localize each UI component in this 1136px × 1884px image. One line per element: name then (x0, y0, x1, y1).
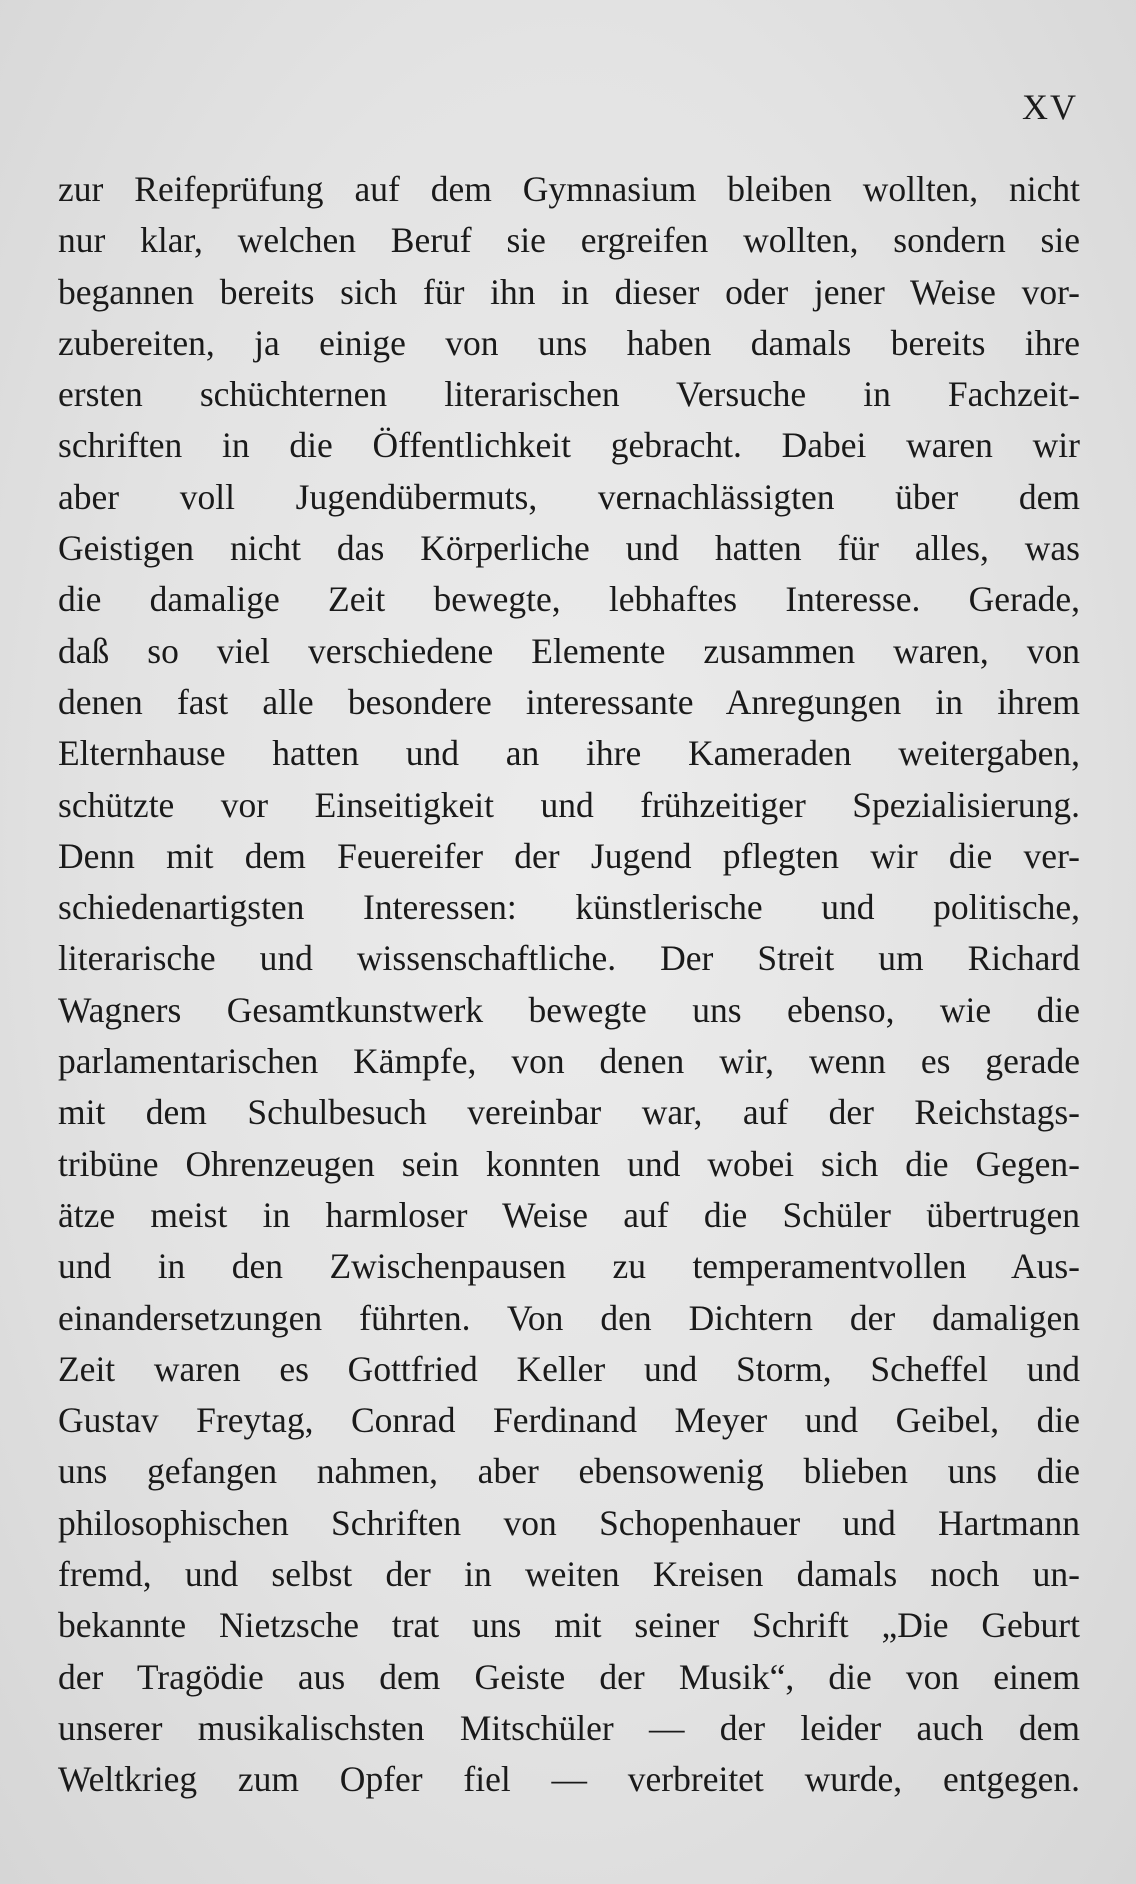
text-line: mit dem Schulbesuch vereinbar war, auf der Reichstags- (58, 1092, 1080, 1133)
text-line: fremd, und selbst der in weiten Kreisen damals noch un- (58, 1554, 1080, 1595)
body-text (58, 164, 1080, 1806)
text-line: die damalige Zeit bewegte, lebhaftes Interesse. Gerade, (58, 579, 1080, 620)
text-line: schriften in die Öffentlichkeit gebracht. Dabei waren wir (58, 425, 1080, 466)
text-line: schützte vor Einseitigkeit und frühzeitiger Spezialisierung. (58, 784, 1080, 825)
page-number: XV (1022, 87, 1078, 127)
text-line: zubereiten, ja einige von uns haben damals bereits ihre (58, 322, 1080, 363)
text-line: literarische und wissenschaftliche. Der Streit um Richard (58, 938, 1080, 979)
text-line: bekannte Nietzsche trat uns mit seiner Schrift „Die Geburt (58, 1605, 1080, 1646)
text-line: philosophischen Schriften von Schopenhauer und Hartmann (58, 1502, 1080, 1543)
text-line: schiedenartigsten Interessen: künstlerische und politische, (58, 887, 1080, 928)
text-line: uns gefangen nahmen, aber ebensowenig blieben uns die (58, 1451, 1080, 1492)
text-line: und in den Zwischenpausen zu temperamentvollen Aus- (58, 1246, 1080, 1287)
text-line: einandersetzungen führten. Von den Dichtern der damaligen (58, 1297, 1080, 1338)
text-line: Geistigen nicht das Körperliche und hatten für alles, was (58, 528, 1080, 569)
text-line: Weltkrieg zum Opfer fiel — verbreitet wurde, entgegen. (58, 1759, 1080, 1800)
text-line: Wagners Gesamtkunstwerk bewegte uns ebenso, wie die (58, 989, 1080, 1030)
text-line: unserer musikalischsten Mitschüler — der leider auch dem (58, 1707, 1080, 1748)
text-line: begannen bereits sich für ihn in dieser oder jener Weise vor- (58, 271, 1080, 312)
text-line: tribüne Ohrenzeugen sein konnten und wobei sich die Gegen- (58, 1143, 1080, 1184)
text-line: der Tragödie aus dem Geiste der Musik“, die von einem (58, 1656, 1080, 1697)
text-line: Elternhause hatten und an ihre Kameraden weitergaben, (58, 733, 1080, 774)
text-line: zur Reifeprüfung auf dem Gymnasium bleiben wollten, nicht (58, 169, 1080, 209)
text-line: daß so viel verschiedene Elemente zusammen waren, von (58, 630, 1080, 671)
text-line: ersten schüchternen literarischen Versuche in Fachzeit- (58, 374, 1080, 415)
text-line: parlamentarischen Kämpfe, von denen wir, wenn es gerade (58, 1041, 1080, 1082)
text-line: Denn mit dem Feuereifer der Jugend pflegten wir die ver- (58, 835, 1080, 876)
text-line: Zeit waren es Gottfried Keller und Storm, Scheffel und (58, 1348, 1080, 1389)
text-line: ätze meist in harmloser Weise auf die Schüler übertrugen (58, 1194, 1080, 1235)
text-line: denen fast alle besondere interessante Anregungen in ihrem (58, 681, 1080, 722)
text-line: nur klar, welchen Beruf sie ergreifen wollten, sondern sie (58, 220, 1080, 261)
text-line: Gustav Freytag, Conrad Ferdinand Meyer und Geibel, die (58, 1400, 1080, 1441)
text-line: aber voll Jugendübermuts, vernachlässigten über dem (58, 476, 1080, 517)
